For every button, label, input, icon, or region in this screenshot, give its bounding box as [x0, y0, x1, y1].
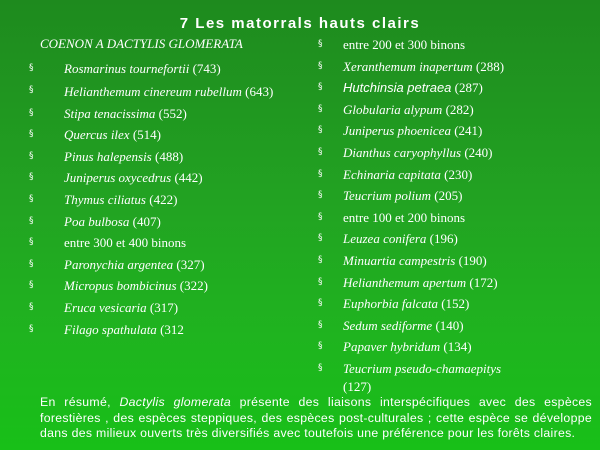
bullet-icon: § — [29, 301, 34, 312]
bullet-icon: § — [318, 319, 323, 330]
list-item: § Rosmarinus tournefortii (743) — [40, 58, 295, 80]
bullet-icon: § — [29, 150, 34, 161]
bullet-icon: § — [29, 323, 34, 334]
bullet-icon: § — [318, 60, 323, 71]
list-item: § Teucrium pseudo-chamaepitys (127) — [318, 358, 593, 396]
bullet-icon: § — [318, 39, 323, 49]
list-heading — [16, 36, 295, 52]
list-item: § Globularia alypum (282) — [318, 99, 593, 121]
list-item: § Papaver hybridum (134) — [318, 336, 593, 358]
list-item: § Pinus halepensis (488) — [40, 146, 295, 168]
bullet-icon: § — [29, 215, 34, 226]
list-item: § Juniperus phoenicea (241) — [318, 120, 593, 142]
summary-species: Dactylis glomerata — [119, 395, 231, 409]
bullet-icon: § — [318, 190, 323, 201]
list-item: § Xeranthemum inapertum (288) — [318, 56, 593, 78]
bullet-icon: § — [318, 125, 323, 136]
bullet-icon: § — [29, 280, 34, 291]
bullet-icon: § — [29, 172, 34, 183]
right-species-list — [318, 34, 593, 396]
list-item: § Quercus ilex (514) — [40, 124, 295, 146]
bullet-icon: § — [29, 107, 34, 118]
list-item: § Helianthemum cinereum rubellum (643) — [40, 80, 295, 103]
list-item: § Poa bulbosa (407) — [40, 211, 295, 233]
bullet-icon: § — [29, 129, 34, 140]
bullet-icon: § — [29, 63, 34, 73]
list-item: § Juniperus oxycedrus (442) — [40, 167, 295, 189]
bullet-icon: § — [318, 82, 323, 93]
list-item: § Leuzea conifera (196) — [318, 228, 593, 250]
bullet-icon: § — [318, 211, 323, 222]
bullet-icon: § — [318, 298, 323, 309]
bullet-icon: § — [318, 233, 323, 244]
list-item: § Minuartia campestris (190) — [318, 250, 593, 272]
list-item: § Euphorbia falcata (152) — [318, 293, 593, 315]
summary-paragraph: En résumé, Dactylis glomerata présente des liaisons interspécifiques avec des espèces forestières , des espèces steppiques, des espèces post-culturales ; cette espèce se développe dans des milieux ouverts très diversifiés avec toutefois une préférence pour les forêts claires. — [40, 395, 592, 440]
list-item: § Paronychia argentea (327) — [40, 254, 295, 276]
list-item: § entre 100 et 200 binons — [318, 207, 593, 229]
slide-title: 7 Les matorrals hauts clairs — [179, 15, 421, 32]
bullet-icon: § — [29, 193, 34, 204]
list-item: § Stipa tenacissima (552) — [40, 103, 295, 125]
list-item: § Helianthemum apertum (172) — [318, 272, 593, 294]
list-item: § entre 200 et 300 binons — [318, 34, 593, 56]
bullet-icon: § — [318, 254, 323, 265]
bullet-icon: § — [318, 168, 323, 179]
bullet-icon: § — [318, 103, 323, 114]
list-item: § Teucrium polium (205) — [318, 185, 593, 207]
left-species-list — [29, 36, 295, 340]
list-item: § entre 300 et 400 binons — [40, 232, 295, 254]
list-item: § Eruca vesicaria (317) — [40, 297, 295, 319]
list-item: § Hutchinsia petraea (287) — [318, 77, 593, 99]
list-item: § Micropus bombicinus (322) — [40, 275, 295, 297]
list-item: § Echinaria capitata (230) — [318, 164, 593, 186]
bullet-icon: § — [318, 276, 323, 287]
bullet-icon: § — [318, 362, 323, 373]
bullet-icon: § — [29, 84, 34, 95]
bullet-icon: § — [29, 237, 34, 248]
list-item: § Thymus ciliatus (422) — [40, 189, 295, 211]
coenon-heading: COENON A DACTYLIS GLOMERATA — [40, 36, 243, 51]
list-item: § Sedum sediforme (140) — [318, 315, 593, 337]
list-item: § Filago spathulata (312 — [40, 319, 295, 341]
bullet-icon: § — [318, 146, 323, 157]
bullet-icon: § — [318, 341, 323, 352]
list-item: § Dianthus caryophyllus (240) — [318, 142, 593, 164]
bullet-icon: § — [29, 258, 34, 269]
